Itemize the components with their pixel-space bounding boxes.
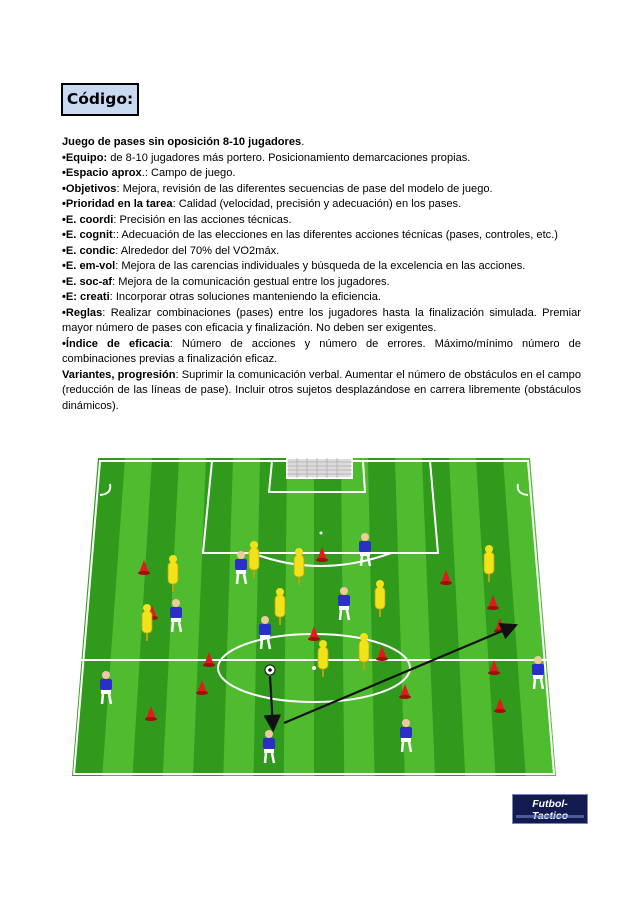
code-label-box [61, 83, 139, 116]
description-item [62, 166, 581, 182]
item-label-sep: : [116, 182, 120, 195]
item-label: •Equipo: [62, 151, 108, 164]
item-text: Suprimir la comunicación verbal. Aumentar el número de obstáculos en el campo (reducción de las líneas de pase). Incluir otros sujetos desplazándose en carrera libremente (obstáculos dinámicos). [62, 368, 581, 412]
item-text: Calidad (velocidad, precisión y adecuación) en los pases. [175, 198, 462, 210]
item-label-sep: : [169, 337, 173, 350]
futbol-tactico-logo: Futbol- [512, 794, 588, 824]
description-item [62, 368, 581, 415]
item-label: •E. coordi [62, 213, 114, 226]
item-label-sep: : [115, 244, 119, 257]
item-text: Adecuación de las elecciones en las diferentes acciones técnicas (pases, controles, etc.) [118, 229, 558, 241]
item-label-sep: .: [141, 167, 148, 179]
item-text: Precisión en las acciones técnicas. [116, 213, 292, 226]
item-label: •E. condic [62, 244, 116, 257]
field-illustration [72, 458, 556, 776]
item-text: . [301, 136, 305, 148]
item-label: •Índice de eficacia [62, 337, 170, 350]
item-label: •E. cognit [62, 229, 113, 241]
item-text: Incorporar otras soluciones manteniendo la eficiencia. [112, 291, 382, 303]
item-label: •Objetivos [62, 182, 117, 195]
item-label: •E. em-vol [62, 260, 116, 272]
description-item [62, 306, 581, 337]
item-label-sep: : [175, 368, 179, 381]
description-item [62, 275, 581, 291]
item-label: •E. soc-af [62, 275, 113, 288]
item-label: •E: creati [62, 291, 110, 303]
item-label-sep: : [115, 260, 119, 272]
soccer-field-diagram [72, 458, 556, 776]
item-label-sep: : [102, 306, 106, 319]
item-label: Variantes, progresión [62, 368, 176, 381]
item-label-sep: : [109, 291, 113, 303]
item-label-sep: : [113, 213, 117, 226]
item-text: Mejora, revisión de las diferentes secuencias de pase del modelo de juego. [119, 182, 493, 195]
item-text: de 8-10 jugadores más portero. Posicionamiento demarcaciones propias. [107, 151, 471, 164]
description-item [62, 197, 581, 213]
item-label: •Espacio aprox [62, 167, 142, 179]
item-text: Mejora de la comunicación gestual entre los jugadores. [115, 275, 390, 288]
item-label: •Reglas [62, 306, 103, 319]
description-item [62, 337, 581, 368]
description-item [62, 182, 581, 198]
item-text: Número de acciones y número de errores. Máximo/mínimo número de combinaciones previas a finalización eficaz. [62, 337, 581, 365]
description-item [62, 259, 581, 275]
item-label-sep: : [112, 275, 116, 288]
item-label-sep: : [172, 198, 176, 210]
soccer-goal-icon [287, 458, 352, 478]
drill-description [62, 135, 581, 414]
description-item [62, 151, 581, 167]
ball-icon [265, 665, 275, 675]
item-text: Realizar combinaciones (pases) entre los jugadores hasta la finalización simulada. Premiar mayor número de pases con eficacia y finalización. No deben ser exigentes. [62, 306, 581, 334]
description-item [62, 228, 581, 244]
description-item [62, 135, 581, 151]
item-text: Mejora de las carencias individuales y búsqueda de la excelencia en las acciones. [118, 260, 526, 272]
item-text: Campo de juego. [147, 167, 236, 179]
description-item [62, 244, 581, 260]
item-label: •Prioridad en la tarea [62, 198, 173, 210]
description-item [62, 290, 581, 306]
description-item [62, 213, 581, 229]
item-label-sep: :: [112, 229, 119, 241]
item-text: Alrededor del 70% del VO2máx. [118, 244, 280, 257]
code-label: Código: [66, 90, 134, 108]
item-label: Juego de pases sin oposición 8-10 jugadores [62, 136, 302, 148]
